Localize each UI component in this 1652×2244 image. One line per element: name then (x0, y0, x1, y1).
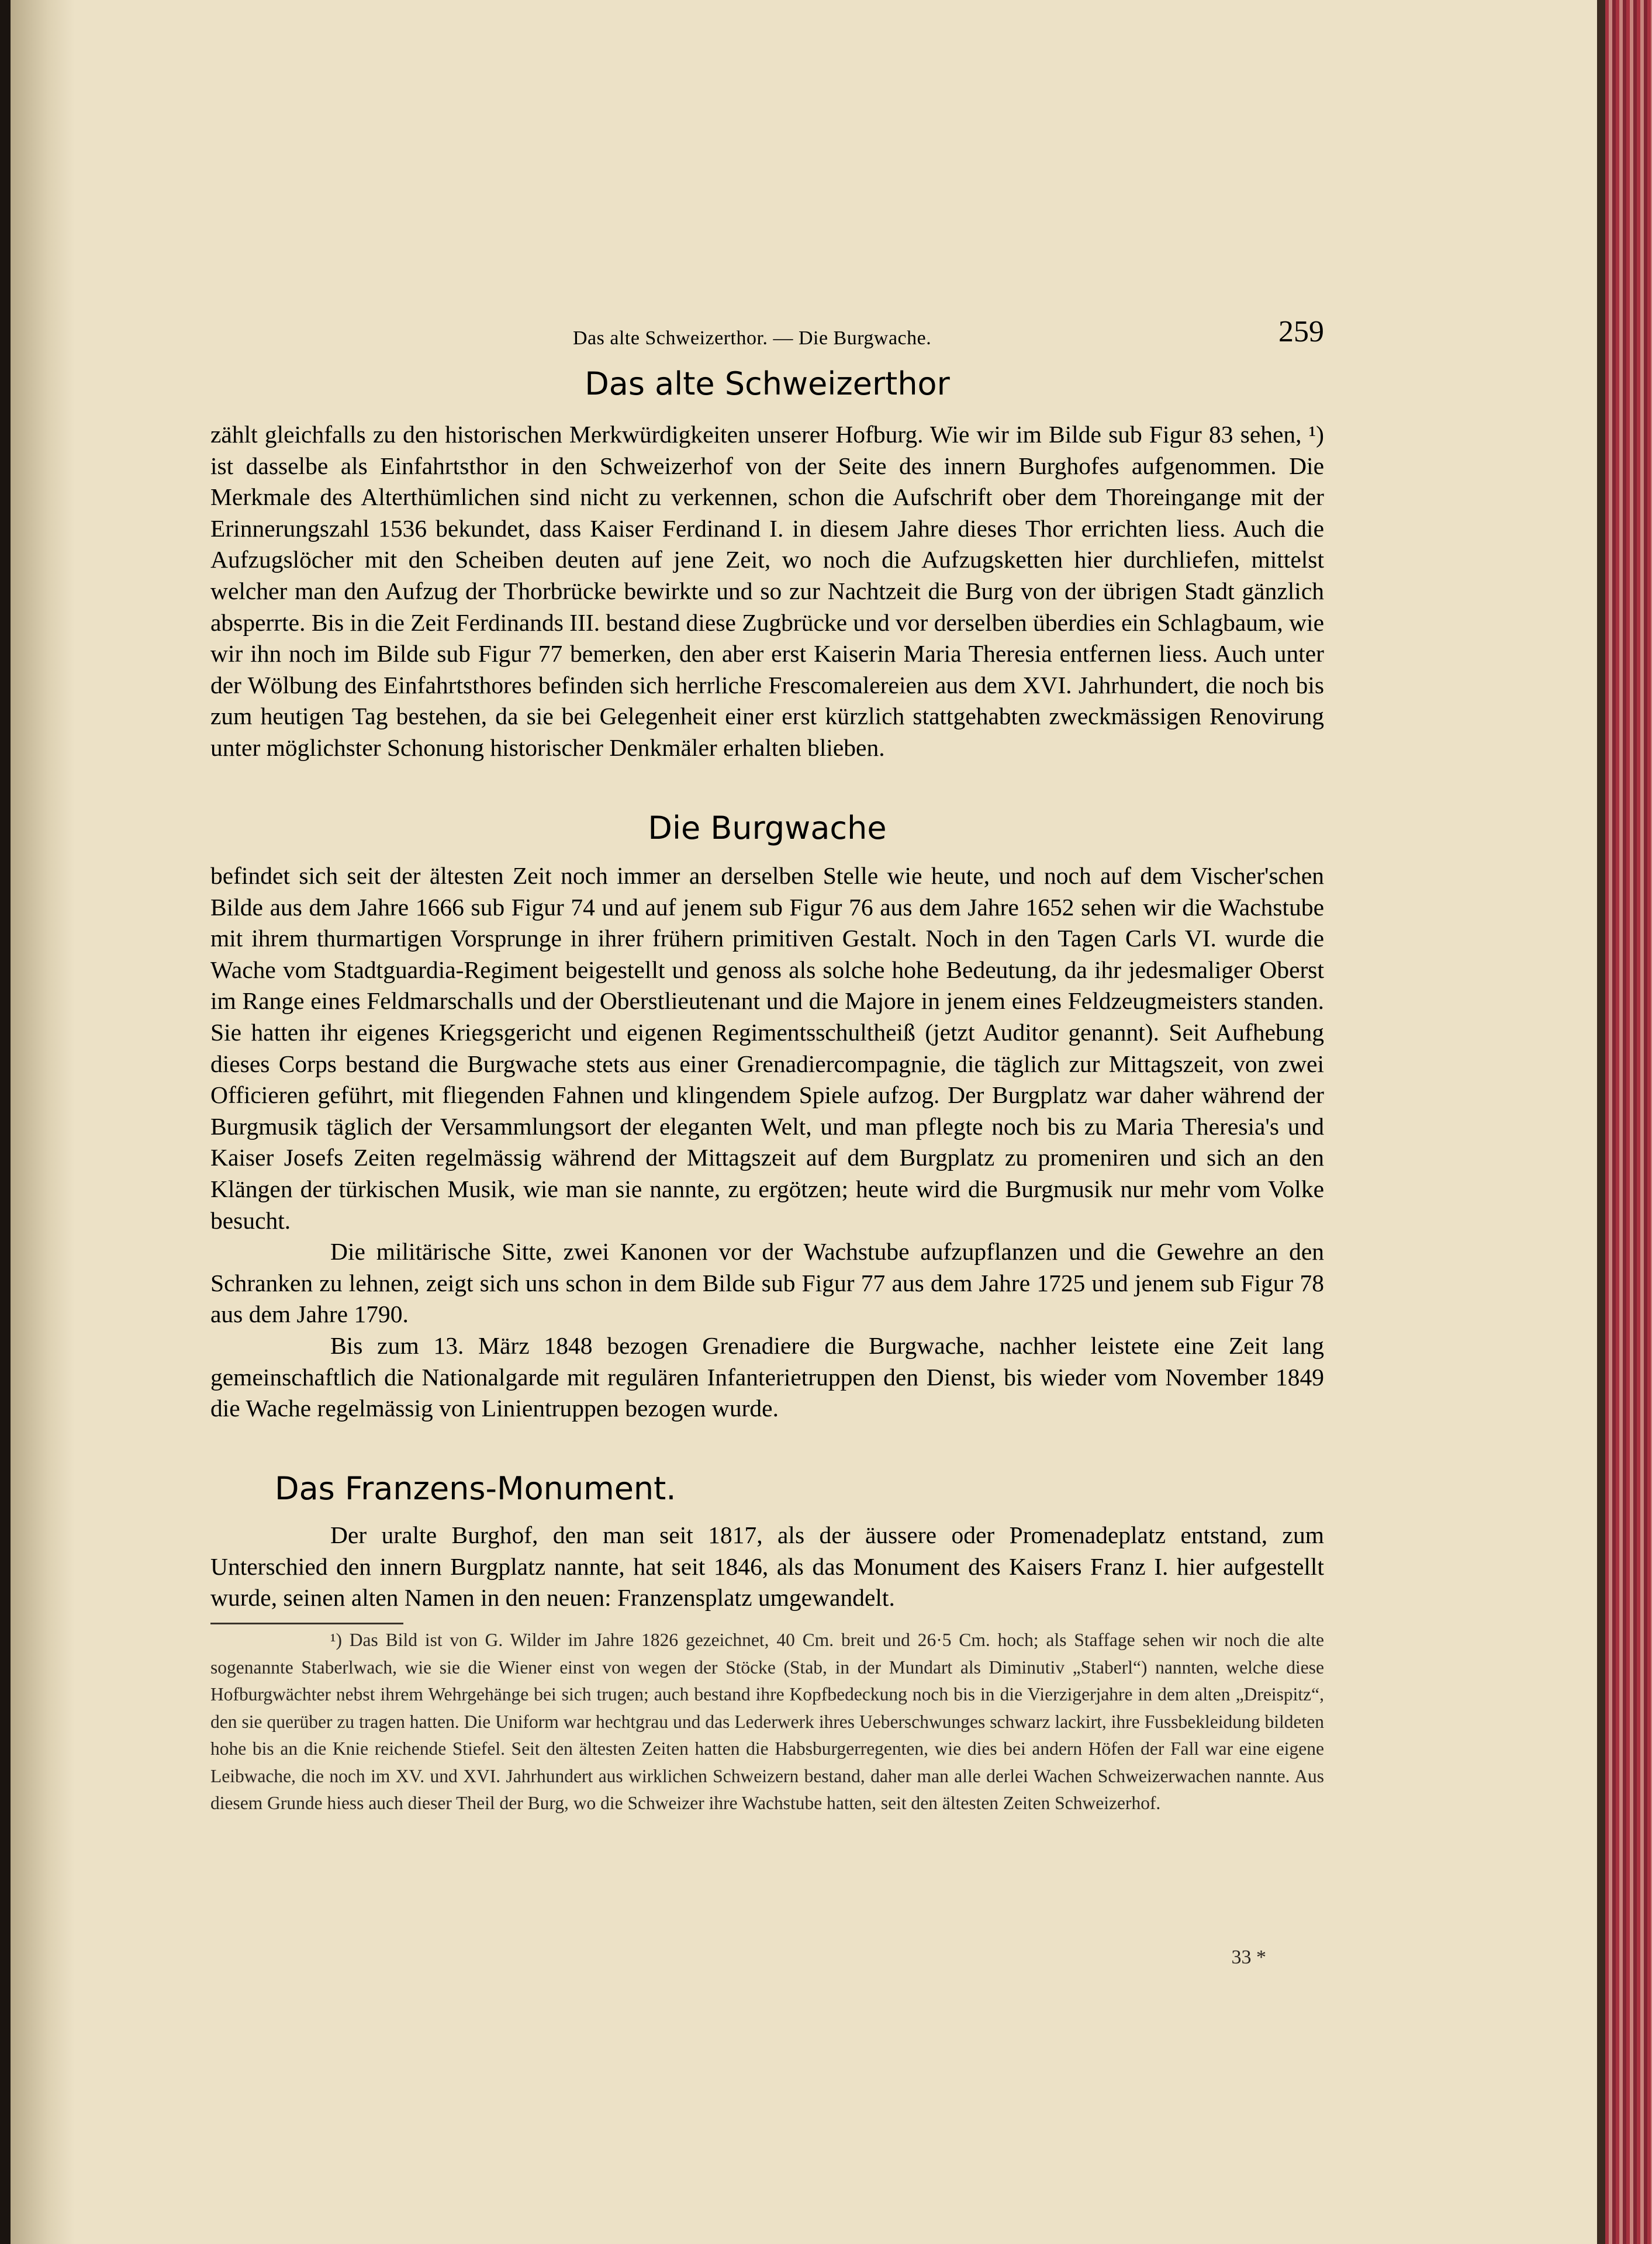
paragraph: Bis zum 13. März 1848 bezogen Grenadiere die Burgwache, nachher leistete eine Zeit lang gemeinschaftlich die Nationalgarde mit regulären Infanterietruppen den Dienst, bis wieder vom November 1849 die Wache regelmässig von Linientruppen bezogen wurde. (210, 1332, 1324, 1422)
section-title-schweizerthor: Das alte Schweizerthor (585, 365, 950, 402)
section-body-schweizerthor (210, 419, 1324, 764)
footnote: ¹) Das Bild ist von G. Wilder im Jahre 1826 gezeichnet, 40 Cm. breit und 26·5 Cm. hoch; als Staffage sehen wir noch die alte sogenannte Staberlwach, wie sie die Wiener einst von wegen der Stöcke (Stab, in der Mundart als Diminutiv „Staberl“) nannten, welche diese Hofburgwächter nebst ihrem Wehrgehänge bei sich trugen; auch bestand ihre Kopfbedeckung noch bis in die Vierzigerjahre in dem alten „Dreispitz“, den sie querüber zu tragen hatten. Die Uniform war hechtgrau und das Lederwerk ihres Ueberschwunges schwarz lackirt, ihre Fussbekleidung bildeten hohe bis an die Knie reichende Stiefel. Seit den ältesten Zeiten hatten die Habsburgerregenten, wie dies bei andern Höfen der Fall war eine eigene Leibwache, die noch im XV. und XVI. Jahrhundert aus wirklichen Schweizern bestand, daher man alle derlei Wachen Schweizerwachen nannte. Aus diesem Grunde hiess auch dieser Theil der Burg, wo die Schweizer ihre Wachstube hatten, seit den ältesten Zeiten Schweizerhof. (210, 1630, 1324, 1813)
paragraph: befindet sich seit der ältesten Zeit noch immer an derselben Stelle wie heute, und noch auf dem Vischer'schen Bilde aus dem Jahre 1666 sub Figur 74 und auf jenem sub Figur 76 aus dem Jahre 1652 sehen wir die Wachstube mit ihrem thurmartigen Vorsprunge in ihrer frühern primitiven Gestalt. Noch in den Tagen Carls VI. wurde die Wache vom Stadtguardia-Regiment beigestellt und genoss als solche hohe Bedeutung, da ihr jedesmaliger Oberst im Range eines Feldmarschalls und der Oberstlieutenant und die Majore in jenem eines Feldzeugmeisters standen. Sie hatten ihr eigenes Kriegsgericht und eigenen Regimentsschultheiß (jetzt Auditor genannt). Seit Aufhebung dieses Corps bestand die Burgwache stets aus einer Grenadiercompagnie, die täglich zur Mittagszeit, von zwei Officieren geführt, mit fliegenden Fahnen und klingendem Spiele aufzog. Der Burgplatz war daher während der Burgmusik täglich der Versammlungsort der eleganten Welt, und man pflegte noch bis zu Maria Theresia's und Kaiser Josefs Zeiten regelmässig während der Mittagszeit auf dem Burgplatz zu promeniren und sich an den Klängen der türkischen Musik, wie man sie nannte, zu ergötzen; heute wird die Burgmusik nur mehr vom Volke besucht. (210, 862, 1324, 1234)
running-head: Das alte Schweizerthor. — Die Burgwache. (573, 327, 932, 349)
page-header (210, 304, 1324, 374)
page-gutter-shadow (11, 0, 75, 2244)
footnote-divider (210, 1623, 403, 1624)
section-title-franzens-monument: Das Franzens-Monument. (275, 1470, 676, 1507)
signature-mark: 33 * (1231, 1946, 1266, 1968)
section-body-franzens-monument (210, 1520, 1324, 1614)
paragraph: zählt gleichfalls zu den historischen Merkwürdigkeiten unserer Hofburg. Wie wir im Bilde sub Figur 83 sehen, ¹) ist dasselbe als Einfahrtsthor in den Schweizerhof von der Seite des innern Burghofes aufgenommen. Die Merkmale des Alterthümlichen sind nicht zu verkennen, schon die Aufschrift ober dem Thoreingange mit der Erinnerungszahl 1536 bekundet, dass Kaiser Ferdinand I. in diesem Jahre dieses Thor errichten liess. Auch die Aufzugslöcher mit den Scheiben deuten auf jene Zeit, wo noch die Aufzugsketten hier durchliefen, mittelst welcher man den Aufzug der Thorbrücke bewirkte und so zur Nachtzeit die Burg von der übrigen Stadt gänzlich absperrte. Bis in die Zeit Ferdinands III. bestand diese Zugbrücke und vor derselben überdies ein Schlagbaum, wie wir ihn noch im Bilde sub Figur 77 bemerken, den aber erst Kaiserin Maria Theresia entfernen liess. Auch unter der Wölbung des Einfahrtsthores befinden sich herrliche Frescomalereien aus dem XVI. Jahrhundert, die noch bis zum heutigen Tag bestehen, da sie bei Gelegenheit einer erst kürzlich stattgehabten zweckmässigen Renovirung unter möglichster Schonung historischer Denkmäler erhalten blieben. (210, 421, 1324, 761)
page-number: 259 (1278, 315, 1324, 348)
paragraph: Der uralte Burghof, den man seit 1817, als der äussere oder Promenadeplatz entstand, zum Unterschied den innern Burgplatz nannte, hat seit 1846, als das Monument des Kaisers Franz I. hier aufgestellt wurde, seinen alten Namen in den neuen: Franzensplatz umgewandelt. (210, 1522, 1324, 1612)
book-red-edge (1605, 0, 1652, 2244)
section-body-burgwache (210, 860, 1324, 1424)
paragraph: Die militärische Sitte, zwei Kanonen vor der Wachstube aufzupflanzen und die Gewehre an den Schranken zu lehnen, zeigt sich uns schon in dem Bilde sub Figur 77 aus dem Jahre 1725 und jenem sub Figur 78 aus dem Jahre 1790. (210, 1238, 1324, 1328)
page-fore-edge-shadow (1597, 0, 1605, 2244)
section-title-burgwache: Die Burgwache (648, 810, 887, 846)
